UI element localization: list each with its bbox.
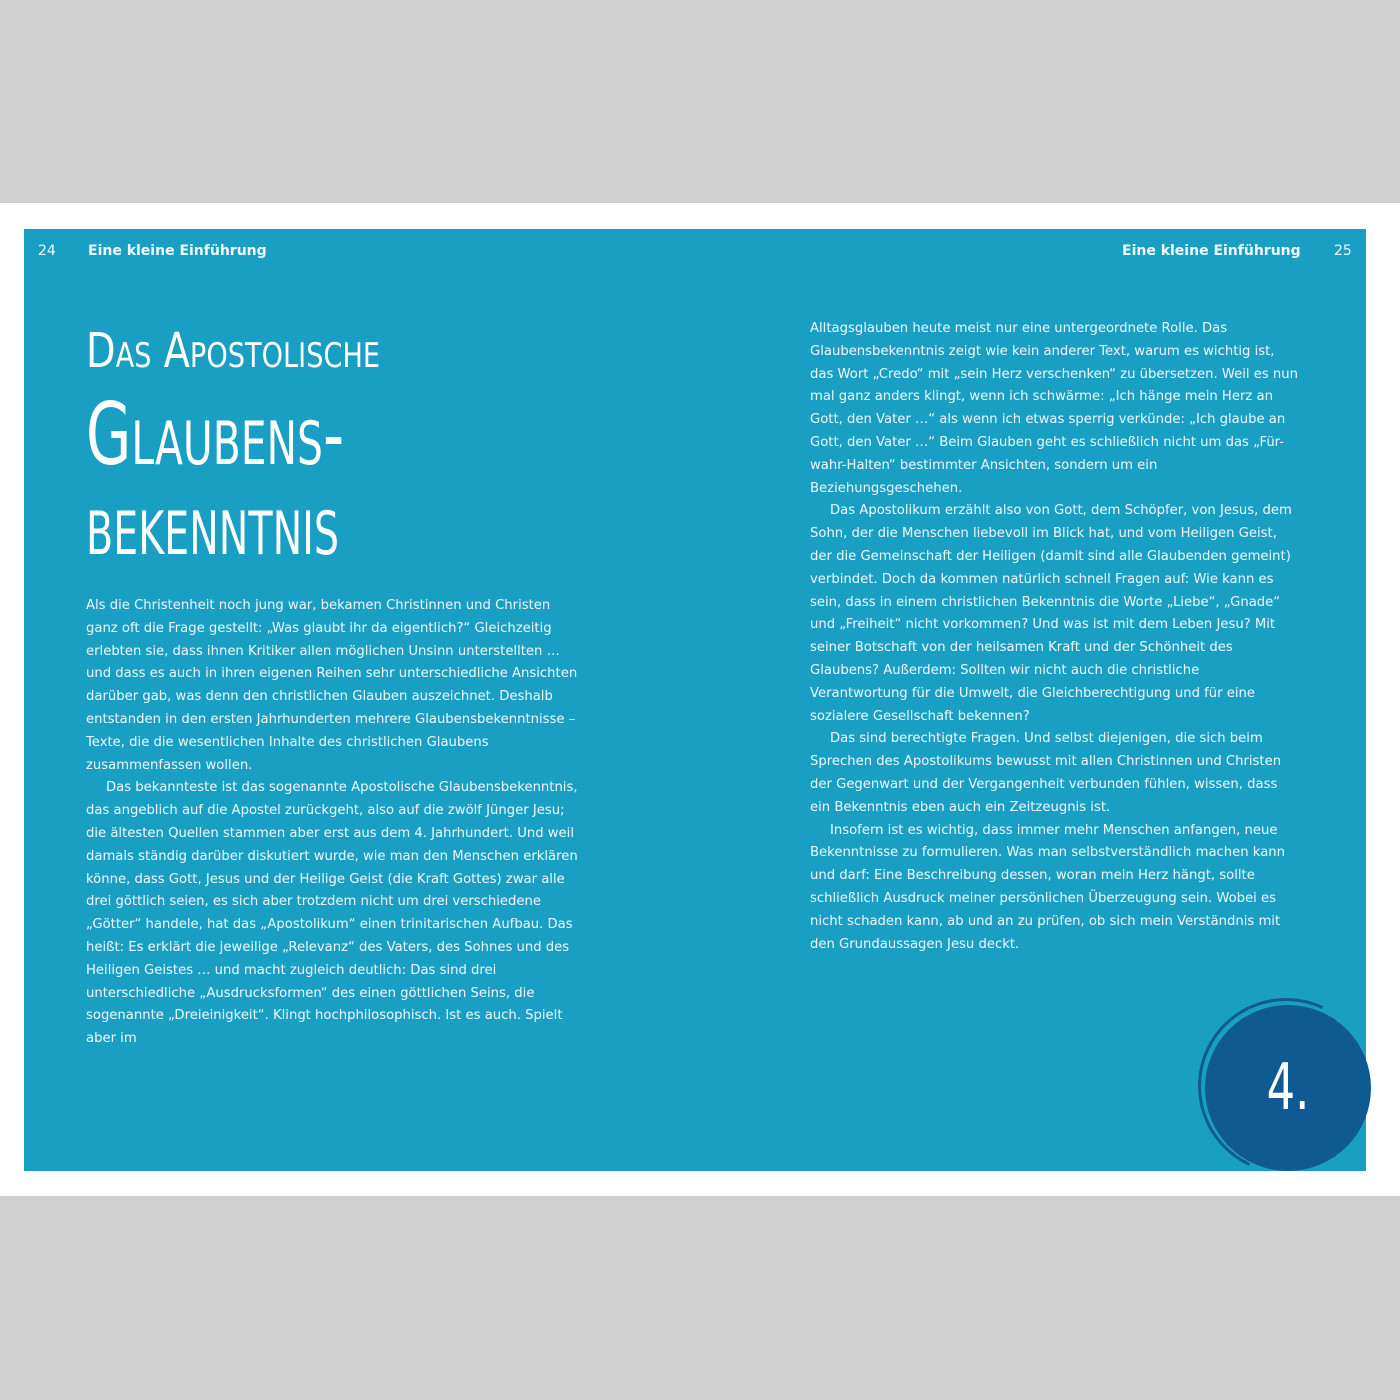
right-paragraph-2: Das Apostolikum erzählt also von Gott, dem Schöpfer, von Jesus, dem Sohn, der die Menschen liebevoll im Blick hat, und vom Heiligen Geist, der die Gemeinschaft der Heiligen (damit sind alle Glaubenden gemeint) verbindet. Doch da kommen natürlich schnell Fragen auf: Wie kann es sein, dass in einem christlichen Bekenntnis die Worte „Liebe“, „Gnade“ und „Freiheit“ nicht vorkommen? Und was ist mit dem Leben Jesu? Mit seiner Botschaft von der heilsamen Kraft und der Schönheit des Glaubens? Außerdem: Sollten wir nicht auch die christliche Verantwortung für die Umwelt, die Gleichberechtigung und für eine sozialere Gesellschaft bekennen? <box>810 503 1292 724</box>
chapter-badge-number: 4. <box>1266 1051 1310 1125</box>
title-line-3: bekenntnis <box>86 475 340 575</box>
left-paragraph-1: Als die Christenheit noch jung war, bekamen Christinnen und Christen ganz oft die Frage gestellt: „Was glaubt ihr da eigentlich?“ Gleichzeitig erlebten sie, dass ihnen Kritiker allen möglichen Unsinn unterstellten … und dass es auch in ihren eigenen Reihen sehr unterschiedliche Ansichten darüber gab, was denn den christlichen Glauben auszeichnet. Deshalb entstanden in den ersten Jahrhunderten mehrere Glaubensbekenntnisse – Texte, die die wesentlichen Inhalte des christlichen Glaubens zusammenfassen wollen. <box>86 598 578 773</box>
left-running-title: Eine kleine Einführung <box>88 243 267 259</box>
right-paragraph-3: Das sind berechtigte Fragen. Und selbst diejenigen, die sich beim Sprechen des Apostolikums bewusst mit allen Christinnen und Christen der Gegenwart und der Vergangenheit verbunden fühlen, wissen, dass ein Bekenntnis eben auch ein Zeitzeugnis ist. <box>810 731 1282 815</box>
title-line-2: Glaubens- <box>86 385 345 485</box>
left-text-column <box>86 595 582 1051</box>
right-paragraph-1: Alltagsglauben heute meist nur eine untergeordnete Rolle. Das Glaubensbekenntnis zeigt wie kein anderer Text, warum es wichtig ist, das Wort „Credo“ mit „sein Herz verschenken“ zu übersetzen. Weil es nun mal ganz anders klingt, wenn ich schwärme: „Ich hänge mein Herz an Gott, den Vater …“ als wenn ich etwas sperrig verkünde: „Ich glaube an Gott, den Vater …“ Beim Glauben geht es schließlich nicht um das „Für-wahr-Halten“ bestimmter Ansichten, sondern um ein Beziehungsgeschehen. <box>810 321 1298 496</box>
right-running-title: Eine kleine Einführung <box>1122 243 1301 259</box>
left-page-number: 24 <box>38 243 56 259</box>
title-line-1: Das Apostolische <box>86 323 381 379</box>
right-text-column <box>810 318 1300 956</box>
right-page-number: 25 <box>1334 243 1352 259</box>
right-paragraph-4: Insofern ist es wichtig, dass immer mehr Menschen anfangen, neue Bekenntnisse zu formulieren. Was man selbstverständlich machen kann und darf: Eine Beschreibung dessen, woran mein Herz hängt, sollte schließlich Ausdruck meiner persönlichen Überzeugung sein. Wobei es nicht schaden kann, ab und an zu prüfen, ob sich mein Verständnis mit den Grundaussagen Jesu deckt. <box>810 822 1285 952</box>
left-paragraph-2: Das bekannteste ist das sogenannte Apostolische Glaubensbekenntnis, das angeblich auf die Apostel zurückgeht, also auf die zwölf Jünger Jesu; die ältesten Quellen stammen aber erst aus dem 4. Jahrhundert. Und weil damals ständig darüber diskutiert wurde, wie man den Menschen erklären könne, dass Gott, Jesus und der Heilige Geist (die Kraft Gottes) zwar alle drei göttlich seien, es sich aber trotzdem nicht um drei verschiedene „Götter“ handele, hat das „Apostolikum“ einen trinitarischen Aufbau. Das heißt: Es erklärt die jeweilige „Relevanz“ des Vaters, des Sohnes und des Heiligen Geistes … und macht zugleich deutlich: Das sind drei unterschiedliche „Ausdrucksformen“ des einen göttlichen Seins, die sogenannte „Dreieinigkeit“. Klingt hochphilosophisch. Ist es auch. Spielt aber im <box>86 780 578 1047</box>
